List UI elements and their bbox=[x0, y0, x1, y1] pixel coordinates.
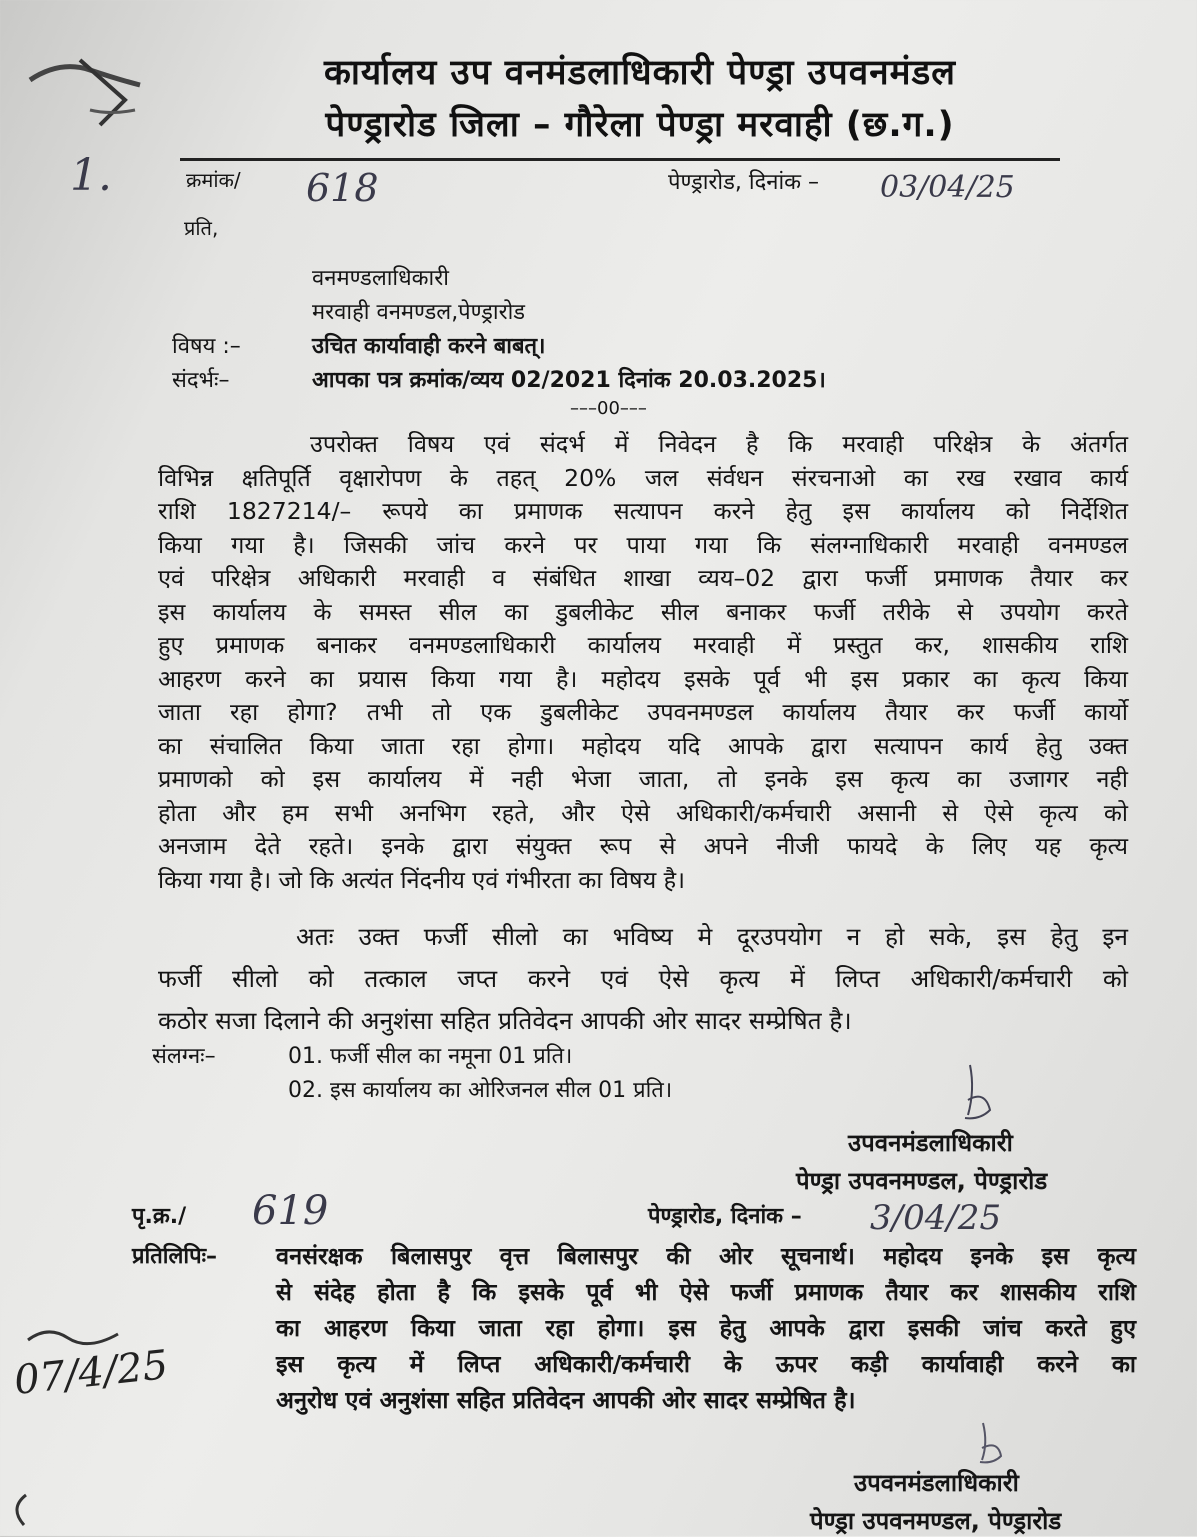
copy-date-label: पेण्ड्रारोड, दिनांक – bbox=[648, 1204, 802, 1229]
enclosure-item-2: 02. इस कार्यालय का ओरिजनल सील 01 प्रति। bbox=[288, 1078, 673, 1103]
signature-2-office: पेण्ड्रा उपवनमण्डल, पेण्ड्रारोड bbox=[810, 1507, 1062, 1535]
body-line: कठोर सजा दिलाने की अनुशंसा सहित प्रतिवेदन आपकी ओर सादर सम्प्रेषित है। bbox=[158, 1006, 852, 1035]
letterhead-divider bbox=[180, 158, 1060, 161]
signature-2-designation: उपवनमंडलाधिकारी bbox=[854, 1469, 1019, 1497]
initials-mark-2 bbox=[968, 1418, 1018, 1468]
recipient-line-2: मरवाही वनमण्डल,पेण्ड्रारोड bbox=[312, 300, 526, 325]
body-line: जाता रहा होगा? तभी तो एक डुबलीकेट उपवनमण्डल कार्यालय तैयार कर फर्जी कार्यो bbox=[158, 698, 1128, 726]
body-line: आहरण करने का प्रयास किया गया है। महोदय इसके पूर्व भी इस प्रकार का कृत्य किया bbox=[158, 664, 1128, 693]
body-line: इस कार्यालय के समस्त सील का डुबलीकेट सील बनाकर फर्जी तरीके से उपयोग करते bbox=[158, 597, 1128, 626]
copy-line: इस कृत्य में लिप्त अधिकारी/कर्मचारी के ऊपर कड़ी कार्यावाही करने का bbox=[276, 1350, 1136, 1378]
copy-line: अनुरोध एवं अनुशंसा सहित प्रतिवेदन आपकी ओर सादर सम्प्रेषित है। bbox=[276, 1386, 856, 1414]
body-line: हुए प्रमाणक बनाकर वनमण्डलाधिकारी कार्यालय मरवाही में प्रस्तुत कर, शासकीय राशि bbox=[158, 631, 1128, 659]
body-line: किया गया है। जो कि अत्यंत निंदनीय एवं गंभीरता का विषय है। bbox=[158, 865, 686, 894]
initials-mark bbox=[950, 1060, 1010, 1130]
body-line: अतः उक्त फर्जी सीलो का भविष्य मे दूरउपयोग न हो सके, इस हेतु इन bbox=[296, 922, 1128, 951]
subject-text: उचित कार्यावाही करने बाबत्। bbox=[312, 334, 546, 359]
pkr-value: 619 bbox=[252, 1188, 329, 1234]
margin-number: 1. bbox=[70, 150, 112, 201]
letterhead-line-1: कार्यालय उप वनमंडलाधिकारी पेण्ड्रा उपवनमंडल bbox=[323, 53, 957, 93]
body-line: उपरोक्त विषय एवं संदर्भ में निवेदन है कि मरवाही परिक्षेत्र के अंतर्गत bbox=[310, 430, 1128, 458]
date-value: 03/04/25 bbox=[880, 170, 1015, 205]
body-line: होता और हम सभी अनभिग रहते, और ऐसे अधिकारी/कर्मचारी असानी से ऐसे कृत्य को bbox=[158, 798, 1128, 827]
reference-label: संदर्भः– bbox=[172, 368, 230, 393]
pkr-label: पृ.क्र./ bbox=[132, 1204, 187, 1229]
copy-line: का आहरण किया जाता रहा होगा। इस हेतु आपके द्वारा इसकी जांच करते हुए bbox=[276, 1314, 1136, 1342]
copy-label: प्रतिलिपिः– bbox=[132, 1244, 218, 1269]
copy-note bbox=[276, 1238, 1136, 1418]
margin-scribble-mark bbox=[20, 40, 160, 130]
enclosure-label: संलग्नः– bbox=[152, 1044, 216, 1069]
signature-1-office: पेण्ड्रा उपवनमण्डल, पेण्ड्रारोड bbox=[796, 1167, 1048, 1195]
body-line: एवं परिक्षेत्र अधिकारी मरवाही व संबंधित शाखा व्यय–02 द्वारा फर्जी प्रमाणक तैयार कर bbox=[158, 564, 1128, 592]
body-line: राशि 1827214/– रूपये का प्रमाणक सत्यापन करने हेतु इस कार्यालय को निर्देशित bbox=[158, 497, 1128, 525]
body-line: का संचालित किया जाता रहा होगा। महोदय यदि आपके द्वारा सत्यापन कार्य हेतु उक्त bbox=[158, 731, 1128, 760]
subject-label: विषय :– bbox=[172, 334, 241, 359]
separator: –––00––– bbox=[570, 398, 647, 419]
recipient-line-1: वनमण्डलाधिकारी bbox=[312, 266, 449, 291]
date-label: पेण्ड्रारोड, दिनांक – bbox=[668, 170, 820, 195]
copy-date-value: 3/04/25 bbox=[870, 1198, 1002, 1238]
corner-scribble-mark bbox=[4, 1490, 34, 1530]
body-paragraph-2 bbox=[158, 916, 1128, 1042]
kramank-label: क्रमांक/ bbox=[186, 168, 241, 192]
kramank-value: 618 bbox=[306, 166, 379, 210]
prati-label: प्रति, bbox=[184, 216, 219, 240]
signature-1-designation: उपवनमंडलाधिकारी bbox=[848, 1129, 1013, 1157]
body-paragraph-1 bbox=[158, 428, 1128, 897]
body-line: विभिन्न क्षतिपूर्ति वृक्षारोपण के तहत् 20% जल संर्वधन संरचनाओ का रख रखाव कार्य bbox=[158, 463, 1128, 492]
reference-text: आपका पत्र क्रमांक/व्यय 02/2021 दिनांक 20.03.2025। bbox=[312, 368, 826, 393]
receipt-date: 07/4/25 bbox=[12, 1342, 171, 1404]
body-line: प्रमाणको को इस कार्यालय में नही भेजा जाता, तो इनके इस कृत्य का उजागर नही bbox=[158, 765, 1128, 793]
copy-line: से संदेह होता है कि इसके पूर्व भी ऐसे फर्जी प्रमाणक तैयार कर शासकीय राशि bbox=[276, 1278, 1136, 1306]
enclosure-item-1: 01. फर्जी सील का नमूना 01 प्रति। bbox=[288, 1044, 573, 1069]
body-line: अनजाम देते रहते। इनके द्वारा संयुक्त रूप से अपने नीजी फायदे के लिए यह कृत्य bbox=[158, 832, 1128, 860]
body-line: किया गया है। जिसकी जांच करने पर पाया गया कि संलग्नाधिकारी मरवाही वनमण्डल bbox=[158, 530, 1128, 559]
copy-line: वनसंरक्षक बिलासपुर वृत्त बिलासपुर की ओर सूचनार्थ। महोदय इनके इस कृत्य bbox=[276, 1242, 1136, 1270]
letterhead-line-2: पेण्ड्रारोड जिला – गौरेला पेण्ड्रा मरवाही (छ.ग.) bbox=[325, 105, 955, 145]
body-line: फर्जी सीलो को तत्काल जप्त करने एवं ऐसे कृत्य में लिप्त अधिकारी/कर्मचारी को bbox=[158, 964, 1128, 993]
